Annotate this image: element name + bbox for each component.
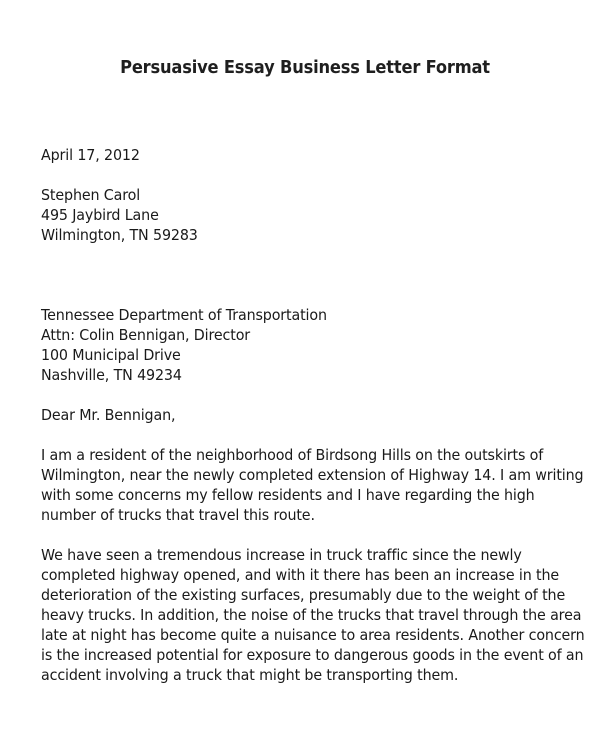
recipient-address	[41, 305, 549, 385]
paragraph-line: heavy trucks. In addition, the noise of the trucks that travel through the area	[41, 606, 582, 624]
recipient-street: 100 Municipal Drive	[41, 346, 181, 364]
paragraph-line: completed highway opened, and with it there has been an increase in the	[41, 566, 560, 584]
sender-street: 495 Jaybird Lane	[41, 206, 159, 224]
salutation	[41, 405, 549, 425]
sender-city: Wilmington, TN 59283	[41, 226, 198, 244]
body-paragraph-2	[41, 545, 585, 685]
paragraph-line: accident involving a truck that might be transporting them.	[41, 666, 459, 684]
sender-name: Stephen Carol	[41, 186, 141, 204]
paragraph-line: deterioration of the existing surfaces, presumably due to the weight of the	[41, 586, 566, 604]
sender-address	[41, 185, 549, 245]
recipient-organization: Tennessee Department of Transportation	[41, 306, 327, 324]
paragraph-line: We have seen a tremendous increase in truck traffic since the newly	[41, 546, 522, 564]
recipient-city: Nashville, TN 49234	[41, 366, 182, 384]
paragraph-line: Wilmington, near the newly completed extension of Highway 14. I am writing	[41, 466, 584, 484]
body-paragraph-1	[41, 445, 584, 525]
paragraph-line: late at night has become quite a nuisance to area residents. Another concern	[41, 626, 585, 644]
paragraph-line: number of trucks that travel this route.	[41, 506, 315, 524]
paragraph-line: I am a resident of the neighborhood of Birdsong Hills on the outskirts of	[41, 446, 544, 464]
date-line: April 17, 2012	[41, 146, 140, 164]
paragraph-line: with some concerns my fellow residents and I have regarding the high	[41, 486, 535, 504]
paragraph-line: is the increased potential for exposure to dangerous goods in the event of an	[41, 646, 584, 664]
document-title: Persuasive Essay Business Letter Format	[120, 58, 490, 78]
recipient-attention: Attn: Colin Bennigan, Director	[41, 326, 251, 344]
letter-date	[41, 145, 549, 165]
salutation-line: Dear Mr. Bennigan,	[41, 406, 176, 424]
